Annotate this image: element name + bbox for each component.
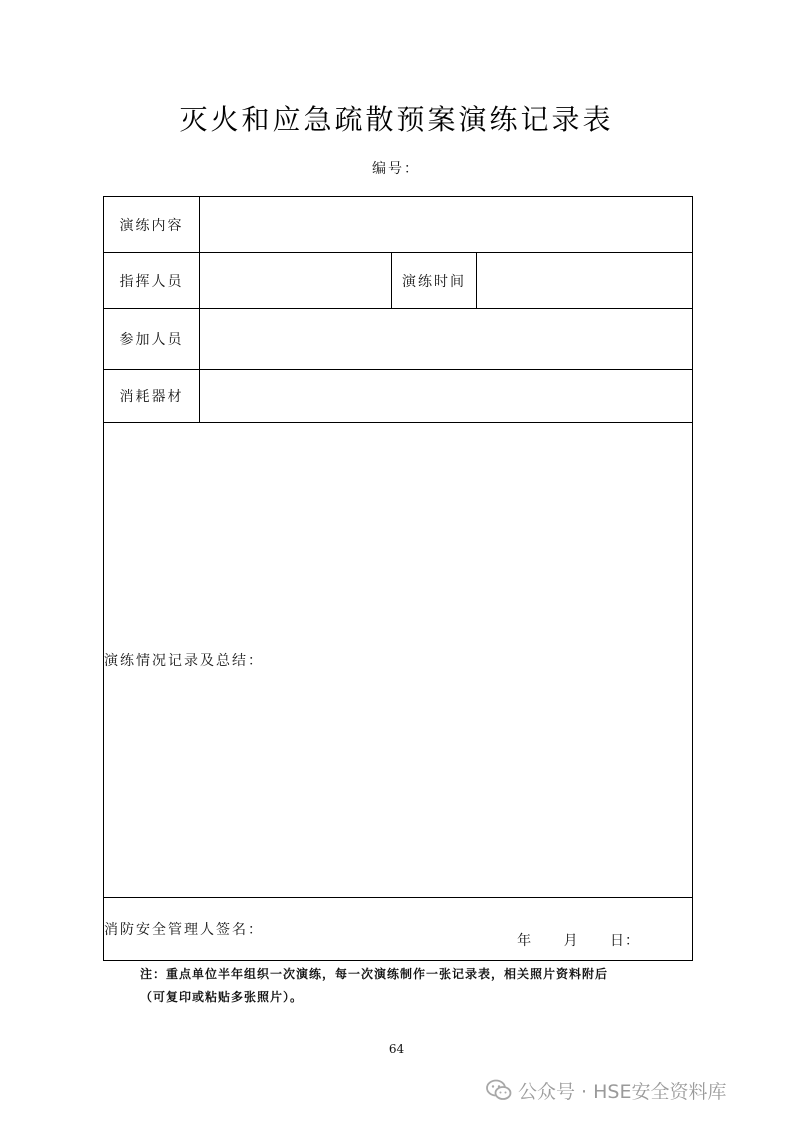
commander-label: 指挥人员 xyxy=(104,253,200,309)
serial-number-label: 编号： xyxy=(372,161,420,177)
consumables-field[interactable] xyxy=(200,370,693,423)
drill-content-field[interactable] xyxy=(200,197,693,253)
footnote-line-2: （可复印或粘贴多张照片）。 xyxy=(140,990,304,1004)
drill-time-field[interactable] xyxy=(477,253,693,309)
table-row xyxy=(104,253,693,309)
footnote xyxy=(140,963,680,1009)
commander-field[interactable] xyxy=(200,253,392,309)
drill-time-label: 演练时间 xyxy=(392,253,477,309)
drill-record-table xyxy=(103,196,693,961)
date-month-label: 月 xyxy=(563,933,579,949)
participants-label: 参加人员 xyxy=(104,309,200,370)
footnote-line-1: 注：重点单位半年组织一次演练，每一次演练制作一张记录表，相关照片资料附后 xyxy=(140,967,609,981)
summary-label: 演练情况记录及总结： xyxy=(104,653,264,669)
participants-field[interactable] xyxy=(200,309,693,370)
date-day-label: 日： xyxy=(610,933,641,949)
signature-field[interactable] xyxy=(104,898,693,961)
table-row xyxy=(104,309,693,370)
table-row xyxy=(104,197,693,253)
page-title: 灭火和应急疏散预案演练记录表 xyxy=(179,103,614,136)
watermark xyxy=(486,1076,726,1104)
summary-field[interactable] xyxy=(104,423,693,898)
wechat-icon xyxy=(486,1079,512,1101)
date-year-label: 年 xyxy=(517,933,533,949)
signature-label: 消防安全管理人签名： xyxy=(104,922,264,938)
table-row xyxy=(104,370,693,423)
table-row xyxy=(104,898,693,961)
page-number: 64 xyxy=(388,1042,405,1056)
date-line xyxy=(517,930,640,950)
watermark-text: 公众号 · HSE安全资料库 xyxy=(518,1080,727,1103)
table-row xyxy=(104,423,693,898)
drill-content-label: 演练内容 xyxy=(104,197,200,253)
consumables-label: 消耗器材 xyxy=(104,370,200,423)
